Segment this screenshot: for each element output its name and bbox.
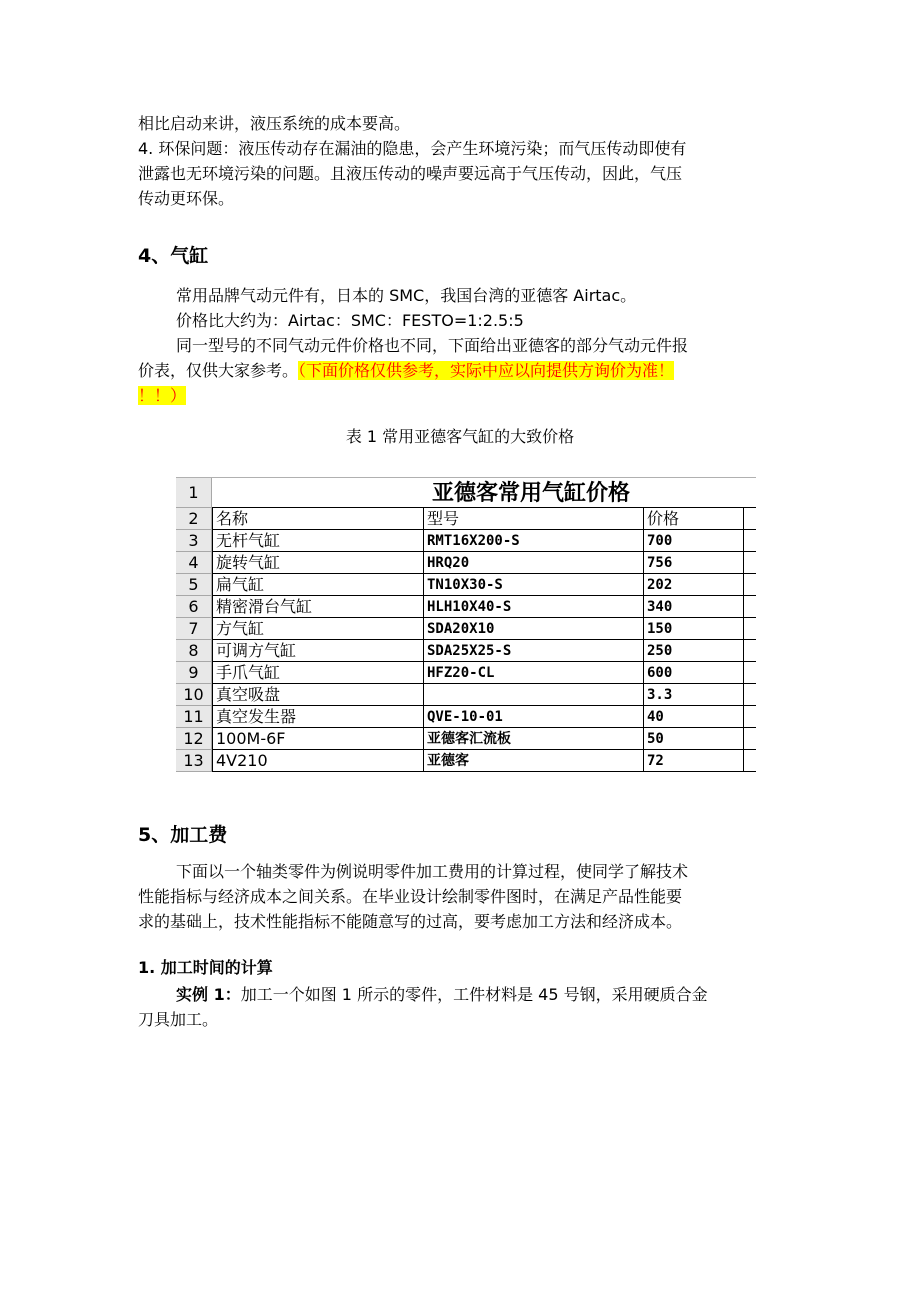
- name-cell: 真空吸盘: [212, 684, 424, 706]
- empty-cell: [744, 728, 756, 750]
- example-1-line-2: 刀具加工。: [138, 1010, 219, 1029]
- section-4-paragraph-1-text: 常用品牌气动元件有，日本的 SMC，我国台湾的亚德客 Airtac。: [176, 286, 637, 305]
- model-cell: RMT16X200-S: [424, 530, 644, 552]
- row-number: 8: [176, 640, 212, 662]
- name-cell: 100M-6F: [212, 728, 424, 750]
- model-cell: [424, 684, 644, 706]
- price-cell: 40: [644, 706, 744, 728]
- row-number: 7: [176, 618, 212, 640]
- price-cell: 250: [644, 640, 744, 662]
- section-5-heading: 5、加工费: [138, 824, 228, 846]
- processing-time-heading: 1. 加工时间的计算: [138, 958, 273, 977]
- name-cell: 旋转气缸: [212, 552, 424, 574]
- name-cell: 手爪气缸: [212, 662, 424, 684]
- section-5-paragraph-text-1: 下面以一个轴类零件为例说明零件加工费用的计算过程，使同学了解技术: [176, 862, 689, 881]
- empty-cell: [744, 596, 756, 618]
- name-cell: 精密滑台气缸: [212, 596, 424, 618]
- model-cell: HRQ20: [424, 552, 644, 574]
- empty-cell: [744, 618, 756, 640]
- empty-cell: [744, 552, 756, 574]
- price-cell: 3.3: [644, 684, 744, 706]
- price-cell: 340: [644, 596, 744, 618]
- row-number: 11: [176, 706, 212, 728]
- row-number: 12: [176, 728, 212, 750]
- price-cell: 202: [644, 574, 744, 596]
- price-disclaimer-highlight-end: ！！）: [138, 386, 187, 405]
- model-cell: HLH10X40-S: [424, 596, 644, 618]
- empty-cell: [744, 640, 756, 662]
- row-number: 1: [176, 478, 212, 508]
- row-number: 9: [176, 662, 212, 684]
- price-cell: 72: [644, 750, 744, 772]
- empty-cell: [744, 750, 756, 772]
- section-4-paragraph-1: [138, 283, 778, 309]
- price-disclaimer-highlight: （下面价格仅供参考，实际中应以向提供方询价为准！: [298, 361, 675, 380]
- row-number: 4: [176, 552, 212, 574]
- empty-cell: [744, 684, 756, 706]
- intro-line-1: 相比启动来讲，液压系统的成本要高。: [138, 114, 411, 133]
- price-cell: 150: [644, 618, 744, 640]
- section-4-paragraph-2: [138, 308, 778, 334]
- section-4-paragraph-3-line-2: [138, 358, 778, 384]
- row-number: 3: [176, 530, 212, 552]
- header-price-cell: 价格: [644, 508, 744, 530]
- price-spreadsheet-image: [176, 477, 756, 778]
- name-cell: 方气缸: [212, 618, 424, 640]
- table-caption: 表 1 常用亚德客气缸的大致价格: [345, 427, 575, 446]
- name-cell: 扁气缸: [212, 574, 424, 596]
- intro-line-2: 4. 环保问题：液压传动存在漏油的隐患，会产生环境污染；而气压传动即使有: [138, 139, 687, 158]
- name-cell: 可调方气缸: [212, 640, 424, 662]
- price-cell: 700: [644, 530, 744, 552]
- section-4-paragraph-3-text: 同一型号的不同气动元件价格也不同，下面给出亚德客的部分气动元件报: [176, 336, 689, 355]
- section-5-paragraph-line-3: 求的基础上，技术性能指标不能随意写的过高，要考虑加工方法和经济成本。: [138, 912, 683, 931]
- row-number: 13: [176, 750, 212, 772]
- model-cell: SDA20X10: [424, 618, 644, 640]
- model-cell: QVE-10-01: [424, 706, 644, 728]
- model-cell: SDA25X25-S: [424, 640, 644, 662]
- empty-cell: [744, 706, 756, 728]
- header-model-cell: 型号: [424, 508, 644, 530]
- row-number: 5: [176, 574, 212, 596]
- empty-cell: [744, 508, 756, 530]
- model-cell: 亚德客: [424, 750, 644, 772]
- empty-cell: [744, 574, 756, 596]
- price-cell: 50: [644, 728, 744, 750]
- price-cell: 600: [644, 662, 744, 684]
- section-5-paragraph-line-1: [138, 859, 778, 885]
- intro-line-4: 传动更环保。: [138, 189, 235, 208]
- model-cell: TN10X30-S: [424, 574, 644, 596]
- name-cell: 无杆气缸: [212, 530, 424, 552]
- example-1-label: 实例 1：: [176, 985, 241, 1004]
- name-cell: 真空发生器: [212, 706, 424, 728]
- row-number: 2: [176, 508, 212, 530]
- row-number: 10: [176, 684, 212, 706]
- intro-line-3: 泄露也无环境污染的问题。且液压传动的噪声要远高于气压传动，因此，气压: [138, 164, 683, 183]
- row-number: 6: [176, 596, 212, 618]
- sheet-title: 亚德客常用气缸价格: [212, 478, 756, 508]
- model-cell: HFZ20-CL: [424, 662, 644, 684]
- name-cell: 4V210: [212, 750, 424, 772]
- header-name-cell: 名称: [212, 508, 424, 530]
- section-4-paragraph-3-plain: 价表，仅供大家参考。: [138, 361, 299, 380]
- price-cell: 756: [644, 552, 744, 574]
- section-4-paragraph-3-line-3: [138, 383, 778, 409]
- section-4-heading: 4、气缸: [138, 245, 209, 267]
- section-5-paragraph-line-2: 性能指标与经济成本之间关系。在毕业设计绘制零件图时，在满足产品性能要: [138, 887, 683, 906]
- empty-cell: [744, 662, 756, 684]
- model-cell: 亚德客汇流板: [424, 728, 644, 750]
- example-1-line-1: [138, 982, 778, 1008]
- example-1-text: 加工一个如图 1 所示的零件，工件材料是 45 号钢，采用硬质合金: [240, 985, 708, 1004]
- section-4-paragraph-3-line-1: [138, 333, 778, 359]
- section-4-paragraph-2-text: 价格比大约为：Airtac：SMC：FESTO=1:2.5:5: [176, 311, 524, 330]
- empty-cell: [744, 530, 756, 552]
